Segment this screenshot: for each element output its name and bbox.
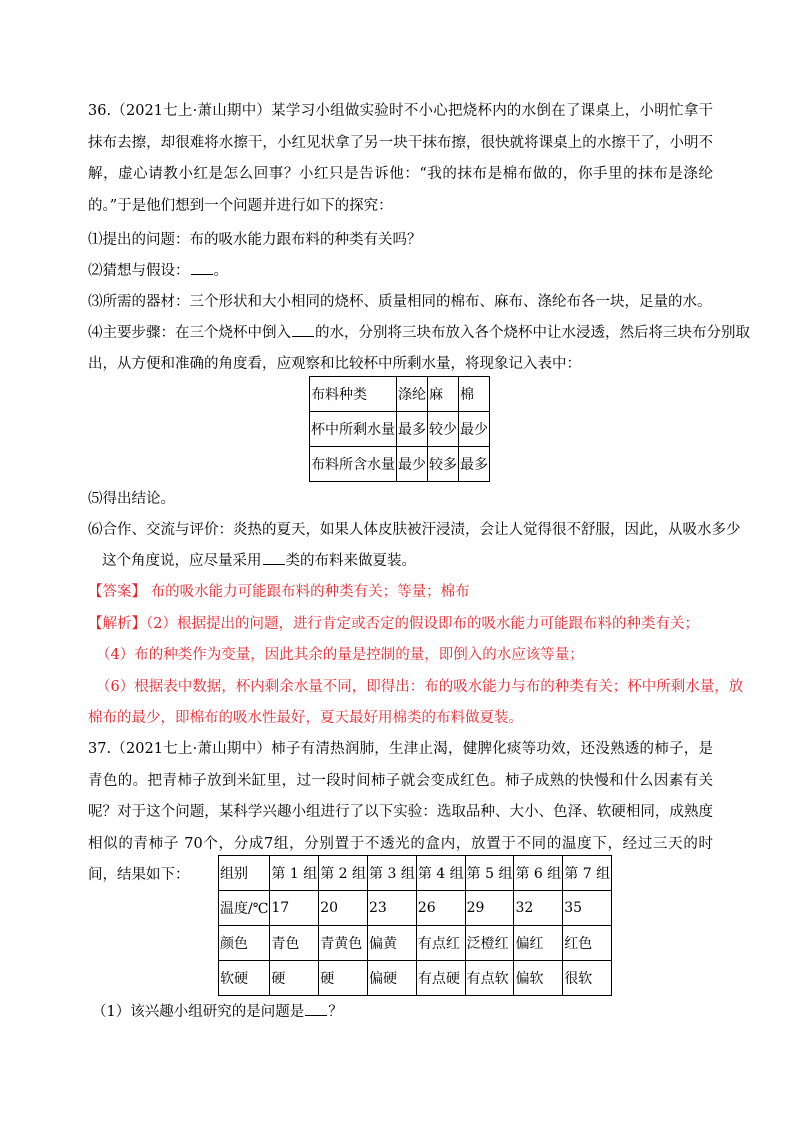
table-cell: 偏软 (514, 961, 563, 996)
table-cell: 布料所含水量 (310, 447, 397, 482)
table-cell: 棉 (459, 377, 490, 412)
answer-blank (305, 1001, 327, 1016)
table-row (219, 961, 612, 996)
table-row (219, 891, 612, 926)
answer-blank (263, 550, 285, 565)
analysis-line1 (88, 612, 699, 633)
table-cell: 最多 (459, 447, 490, 482)
table-cell: 偏黄 (368, 926, 417, 961)
table-row (310, 412, 490, 447)
table-cell: 麻 (428, 377, 459, 412)
q37-item1-text: （1）该兴趣小组研究的是问题是 (92, 1004, 305, 1020)
table-cell: 32 (514, 891, 563, 926)
q37-item1-end: ？ (328, 1004, 343, 1020)
table-row (219, 926, 612, 961)
table-cell: 第 3 组 (368, 856, 417, 891)
table-cell: 硬 (319, 961, 368, 996)
answer-line (88, 580, 470, 601)
table-cell: 35 (563, 891, 612, 926)
answer-blank (191, 260, 213, 275)
table-cell: 很软 (563, 961, 612, 996)
q36-intro: 36.（2021七上·萧山期中）某学习小组做实验时不小心把烧杯内的水倒在了课桌上，小明忙拿干抹布去擦，却很难将水擦干，小红见状拿了另一块干抹布擦，很快就将课桌上的水擦干了，小明不解，虚心请教小红是怎么回事？小红只是告诉他：“我的抹布是棉布做的，你手里的抹布是涤纶的。”于是他们想到一个问题并进行如下的探究： (88, 103, 713, 214)
table-cell: 青色 (270, 926, 319, 961)
table-cell: 第 4 组 (416, 856, 465, 891)
table-cell: 杯中所剩水量 (310, 412, 397, 447)
q36-item6-text: 这个角度说，应尽量采用 (102, 553, 262, 569)
q36-item2-end: 。 (213, 263, 228, 279)
table-cell: 第 5 组 (465, 856, 514, 891)
table-cell: 第 2 组 (319, 856, 368, 891)
table-row (310, 447, 490, 482)
analysis-line4: 棉布的最少，即棉布的吸水性最好，夏天最好用棉类的布料做夏装。 (88, 710, 523, 726)
q37-intro: 37.（2021七上·萧山期中）柿子有清热润肺，生津止渴，健脾化痰等功效，还没熟透的柿子，是青色的。把青柿子放到米缸里，过一段时间柿子就会变成红色。柿子成熟的快慢和什么因素有关呢？对于这个问题，某科学兴趣小组进行了以下实验：选取品种、大小、色泽、软硬相同，成熟度相似的青柿子 70个，分成7组，分别置于不透光的盒内，放置于不同的温度下，经过三天的时间，结果如下： (88, 741, 713, 883)
table-cell: 有点软 (465, 961, 514, 996)
q36-item4-line2: 出，从方便和准确的角度看，应观察和比较杯中所剩水量，将现象记入表中： (88, 356, 581, 372)
analysis-line2: （4）布的种类作为变量，因此其余的量是控制的量，即倒入的水应该等量； (96, 647, 584, 663)
table-cell: 较多 (428, 447, 459, 482)
persimmon-table (218, 855, 612, 996)
answer-text: 布的吸水能力可能跟布料的种类有关；等量；棉布 (146, 584, 470, 600)
table-cell: 较少 (428, 412, 459, 447)
q36-item6-line2 (102, 549, 416, 570)
q36-item3: ⑶所需的器材：三个形状和大小相同的烧杯、质量相同的棉布、麻布、涤纶布各一块，足量的水。 (88, 294, 712, 310)
analysis-text: （2）根据提出的问题，进行肯定或否定的假设即布的吸水能力可能跟布料的种类有关； (146, 616, 699, 632)
table-cell: 偏红 (514, 926, 563, 961)
q36-item5: ⑸得出结论。 (88, 491, 175, 507)
q36-item4-line1 (88, 321, 750, 342)
table-row (310, 377, 490, 412)
q36-item2-text: ⑵猜想与假设： (88, 263, 190, 279)
table-cell: 有点硬 (416, 961, 465, 996)
table-cell: 23 (368, 891, 417, 926)
analysis-label: 【解析】 (88, 616, 146, 632)
table-cell: 20 (319, 891, 368, 926)
q36-item4-text-cont: 的水，分别将三块布放入各个烧杯中让水浸透，然后将三块布分别取 (315, 325, 750, 341)
answer-blank (292, 322, 314, 337)
q36-item4-text: ⑷主要步骤：在三个烧杯中倒入 (88, 325, 291, 341)
table-cell: 第 7 组 (563, 856, 612, 891)
answer-label: 【答案】 (88, 584, 146, 600)
table-cell: 泛橙红 (465, 926, 514, 961)
table-cell: 第 1 组 (270, 856, 319, 891)
q36-item6-text-cont: 类的布料来做夏装。 (285, 553, 416, 569)
table-cell: 硬 (270, 961, 319, 996)
table-cell: 温度/℃ (219, 891, 270, 926)
table-cell: 有点红 (416, 926, 465, 961)
table-cell: 最少 (397, 447, 428, 482)
table-cell: 26 (416, 891, 465, 926)
analysis-line3: （6）根据表中数据，杯内剩余水量不同，即得出：布的吸水能力与布的种类有关；杯中所剩水量，放 (96, 679, 744, 695)
table-cell: 第 6 组 (514, 856, 563, 891)
table-cell: 布料种类 (310, 377, 397, 412)
q37-item1 (92, 1000, 343, 1021)
table-cell: 最少 (459, 412, 490, 447)
q36-item6-line1: ⑹合作、交流与评价：炎热的夏天，如果人体皮肤被汗浸渍，会让人觉得很不舒服，因此，从吸水多少 (88, 522, 741, 538)
table-cell: 青黄色 (319, 926, 368, 961)
table-cell: 颜色 (219, 926, 270, 961)
table-cell: 软硬 (219, 961, 270, 996)
q36-item1: ⑴提出的问题：布的吸水能力跟布料的种类有关吗？ (88, 232, 422, 248)
table-row (219, 856, 612, 891)
fabric-table (309, 376, 490, 482)
q36-item2 (88, 259, 228, 280)
table-cell: 17 (270, 891, 319, 926)
table-cell: 最多 (397, 412, 428, 447)
table-cell: 29 (465, 891, 514, 926)
table-cell: 涤纶 (397, 377, 428, 412)
table-cell: 组别 (219, 856, 270, 891)
table-cell: 偏硬 (368, 961, 417, 996)
table-cell: 红色 (563, 926, 612, 961)
